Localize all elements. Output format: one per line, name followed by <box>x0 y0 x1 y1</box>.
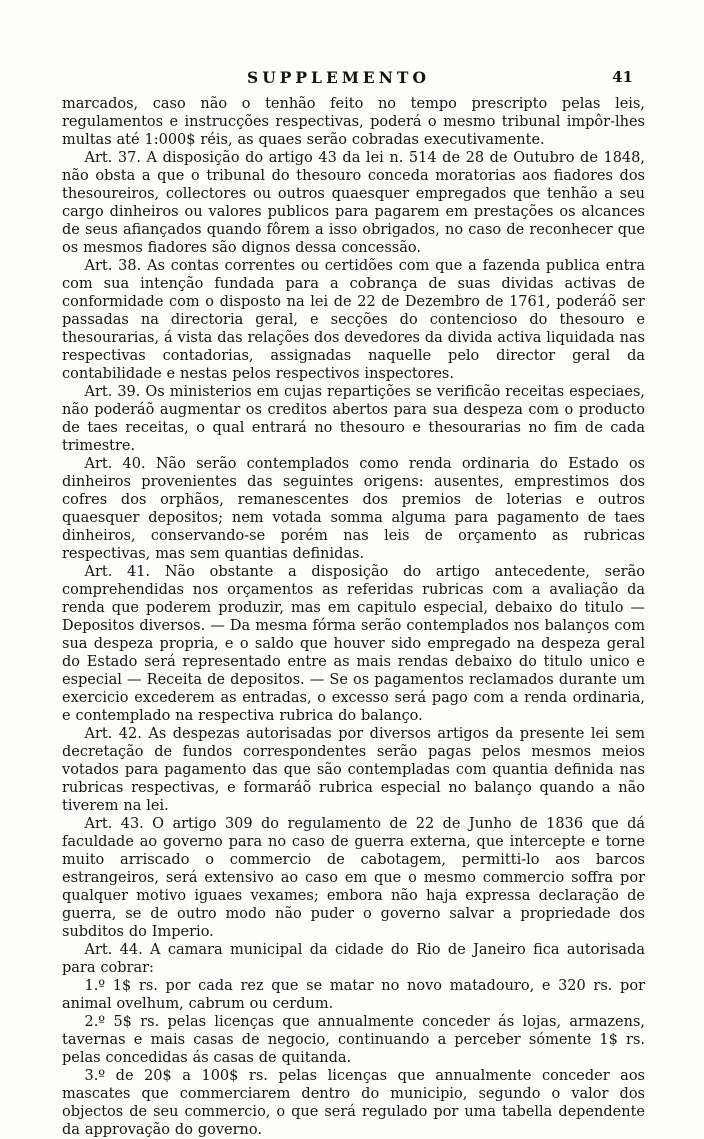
paragraph-art-38: Art. 38. As contas correntes ou certidões com que a fazenda publica entra com sua intenção fundada para a cobrança de suas dividas activas de conformidade com o disposto na lei de 22 de Dezembro de 1761, poderáõ ser passadas na directoria geral, e secções do contencioso do thesouro e thesourarias, á vista das relações dos devedores da divida activa liquidada nas respectivas contadorias, assignadas naquelle pelo director geral da contabilidade e nestas pelos respectivos inspectores. <box>62 258 645 382</box>
paragraph-art-37: Art. 37. A disposição do artigo 43 da lei n. 514 de 28 de Outubro de 1848, não obsta a que o tribunal do thesouro conceda moratorias aos fiadores dos thesoureiros, collectores ou outros quaesquer empregados que tenhão a seu cargo dinheiros ou valores publicos para pagarem em prestações os alcances de seus afiançados quando fôrem a isso obrigados, no caso de reconhecer que os mesmos fiadores são dignos dessa concessão. <box>62 150 645 256</box>
paragraph-art-40: Art. 40. Não serão contemplados como renda ordinaria do Estado os dinheiros provenientes das seguintes origens: ausentes, emprestimos dos cofres dos orphãos, remanescentes dos premios de loterias e outros quaesquer depositos; nem votada somma alguma para pagamento de taes dinheiros, conservando-se porém nas leis de orçamento as rubricas respectivas, mas sem quantias definidas. <box>62 456 645 562</box>
page-body <box>62 95 645 1139</box>
page-header <box>62 68 645 90</box>
paragraph-art-44: Art. 44. A camara municipal da cidade do Rio de Janeiro fica autorisada para cobrar: <box>62 942 645 976</box>
paragraph-art-44-item-1: 1.º 1$ rs. por cada rez que se matar no novo matadouro, e 320 rs. por animal ovelhum, cabrum ou cerdum. <box>62 978 645 1012</box>
paragraph-art-42: Art. 42. As despezas autorisadas por diversos artigos da presente lei sem decretação de fundos correspondentes serão pagas pelos mesmos meios votados para pagamento das que são contempladas com quantia definida nas rubricas respectivas, e formaráõ rubrica especial no balanço quando a não tiverem na lei. <box>62 726 645 814</box>
paragraph-art-39: Art. 39. Os ministerios em cujas repartições se verificão receitas especiaes, não poderáõ augmentar os creditos abertos para sua despeza com o producto de taes receitas, o qual entrará no thesouro e thesourarias no fim de cada trimestre. <box>62 384 645 454</box>
paragraph-art-44-item-3: 3.º de 20$ a 100$ rs. pelas licenças que annualmente conceder aos mascates que commerciarem dentro do municipio, segundo o valor dos objectos de seu commercio, o que será regulado por uma tabella dependente da approvação do governo. <box>62 1068 645 1138</box>
paragraph-art-44-item-2: 2.º 5$ rs. pelas licenças que annualmente conceder ás lojas, armazens, tavernas e mais casas de negocio, continuando a perceber sómente 1$ rs. pelas concedidas ás casas de quitanda. <box>62 1014 645 1066</box>
running-title: SUPPLEMENTO <box>247 68 430 87</box>
paragraph-art-41: Art. 41. Não obstante a disposição do artigo antecedente, serão comprehendidas nos orçamentos as referidas rubricas com a avaliação da renda que poderem produzir, mas em capitulo especial, debaixo do titulo — Depositos diversos. — Da mesma fórma serão contemplados nos balanços com sua despeza propria, e o saldo que houver sido empregado na despeza geral do Estado será representado entre as mais rendas debaixo do titulo unico e especial — Receita de depositos. — Se os pagamentos reclamados durante um exercicio excederem as entradas, o excesso será pago com a renda ordinaria, e contemplado na respectiva rubrica do balanço. <box>62 564 645 724</box>
page-number: 41 <box>612 68 633 86</box>
paragraph-art-43: Art. 43. O artigo 309 do regulamento de 22 de Junho de 1836 que dá faculdade ao governo para no caso de guerra externa, que intercepte e torne muito arriscado o commercio de cabotagem, permitti-lo aos barcos estrangeiros, será extensivo ao caso em que o mesmo commercio soffra por qualquer motivo iguaes vexames; embora não haja expressa declaração de guerra, se de outro modo não puder o governo salvar a propriedade dos subditos do Imperio. <box>62 816 645 940</box>
paragraph-continuation: marcados, caso não o tenhão feito no tempo prescripto pelas leis, regulamentos e instrucções respectivas, poderá o mesmo tribunal impôr-lhes multas até 1:000$ réis, as quaes serão cobradas executivamente. <box>62 96 645 148</box>
